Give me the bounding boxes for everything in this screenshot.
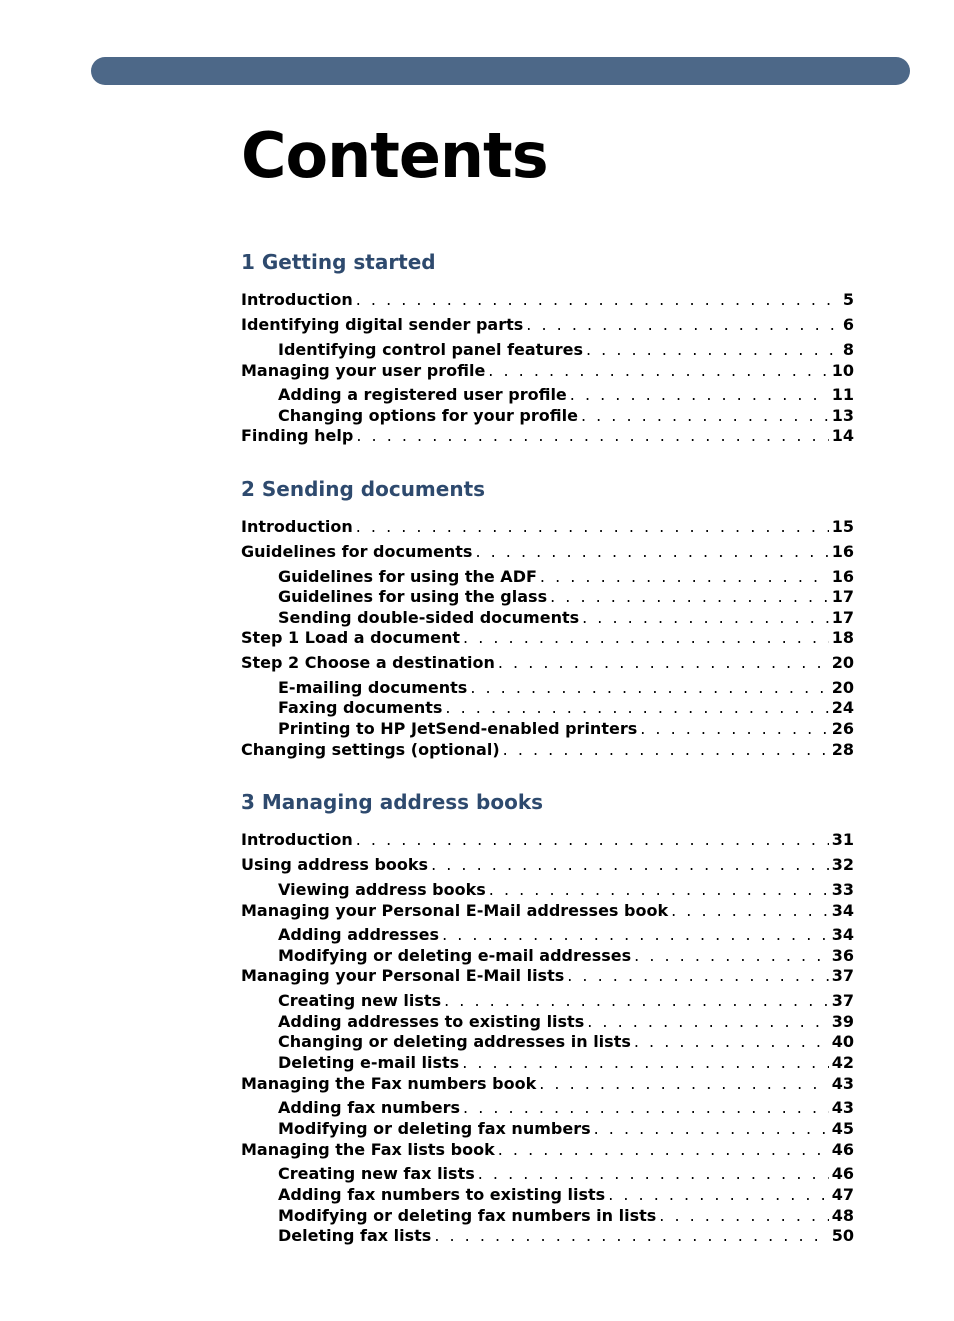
dot-leader <box>470 678 828 698</box>
toc-entry[interactable] <box>278 1053 854 1073</box>
dot-leader <box>587 1012 829 1032</box>
toc-entry-label: Sending double-sided documents <box>278 608 580 627</box>
toc-entry[interactable] <box>241 740 854 760</box>
dot-leader <box>581 406 829 426</box>
toc-page-number: 17 <box>831 608 854 627</box>
toc-entry-label: Introduction <box>241 517 353 536</box>
dot-leader <box>608 1185 829 1205</box>
toc-entry-label: Modifying or deleting e-mail addresses <box>278 946 632 965</box>
toc-entry-label: Managing your user profile <box>241 361 486 380</box>
toc-entry-label: Deleting e-mail lists <box>278 1053 460 1072</box>
toc-entry[interactable] <box>278 1206 854 1226</box>
toc-entry-label: Modifying or deleting fax numbers <box>278 1119 591 1138</box>
toc-entry[interactable] <box>278 1119 854 1139</box>
toc-page-number: 42 <box>831 1053 854 1072</box>
toc-page-number: 32 <box>831 855 854 874</box>
toc-page-number: 26 <box>831 719 854 738</box>
toc-page-number: 45 <box>831 1119 854 1138</box>
dot-leader <box>671 901 829 921</box>
toc-entry[interactable] <box>241 290 854 310</box>
dot-leader <box>478 1164 829 1184</box>
toc-entry[interactable] <box>241 966 854 986</box>
toc-page-number: 20 <box>831 678 854 697</box>
toc-entry[interactable] <box>241 901 854 921</box>
toc-page-number: 46 <box>831 1140 854 1159</box>
toc-entry[interactable] <box>278 991 854 1011</box>
toc-entry-label: Adding fax numbers <box>278 1098 461 1117</box>
toc-entry[interactable] <box>278 1098 854 1118</box>
toc-entry-label: Managing your Personal E-Mail lists <box>241 966 565 985</box>
dot-leader <box>498 1140 829 1160</box>
toc-entry-label: Printing to HP JetSend-enabled printers <box>278 719 638 738</box>
toc-page-number: 37 <box>831 991 854 1010</box>
toc-page-number: 33 <box>831 880 854 899</box>
toc-entry[interactable] <box>278 567 854 587</box>
toc-page-number: 47 <box>831 1185 854 1204</box>
toc-entry[interactable] <box>241 628 854 648</box>
toc-entry-label: Step 1 Load a document <box>241 628 461 647</box>
toc-page-number: 10 <box>831 361 854 380</box>
toc-entry-label: Adding addresses to existing lists <box>278 1012 585 1031</box>
section-heading: 1 Getting started <box>241 250 436 274</box>
toc-entry-label: Using address books <box>241 855 429 874</box>
toc-entry[interactable] <box>241 361 854 381</box>
dot-leader <box>540 567 829 587</box>
dot-leader <box>356 290 840 310</box>
dot-leader <box>475 542 828 562</box>
dot-leader <box>498 653 829 673</box>
dot-leader <box>634 946 829 966</box>
dot-leader <box>431 855 829 875</box>
toc-page-number: 40 <box>831 1032 854 1051</box>
toc-page-number: 50 <box>831 1226 854 1245</box>
toc-entry[interactable] <box>241 855 854 875</box>
toc-page-number: 20 <box>831 653 854 672</box>
page-title: Contents <box>241 119 548 192</box>
section-heading: 2 Sending documents <box>241 477 486 501</box>
toc-entry[interactable] <box>241 542 854 562</box>
dot-leader <box>434 1226 828 1246</box>
toc-page-number: 16 <box>831 567 854 586</box>
toc-page-number: 15 <box>831 517 854 536</box>
toc-entry[interactable] <box>278 385 854 405</box>
dot-leader <box>586 340 840 360</box>
toc-entry-label: Managing your Personal E-Mail addresses book <box>241 901 669 920</box>
toc-page-number: 34 <box>831 925 854 944</box>
toc-entry[interactable] <box>278 946 854 966</box>
dot-leader <box>570 385 829 405</box>
dot-leader <box>526 315 840 335</box>
toc-page-number: 14 <box>831 426 854 445</box>
dot-leader <box>659 1206 828 1226</box>
toc-page-number: 11 <box>831 385 854 404</box>
dot-leader <box>444 991 829 1011</box>
toc-page-number: 16 <box>831 542 854 561</box>
dot-leader <box>594 1119 829 1139</box>
toc-entry-label: Changing settings (optional) <box>241 740 500 759</box>
toc-entry[interactable] <box>278 678 854 698</box>
toc-entry-label: Modifying or deleting fax numbers in lists <box>278 1206 657 1225</box>
toc-entry[interactable] <box>278 1226 854 1246</box>
toc-page-number: 46 <box>831 1164 854 1183</box>
toc-entry-label: Introduction <box>241 830 353 849</box>
toc-page-number: 43 <box>831 1098 854 1117</box>
toc-entry-label: Managing the Fax numbers book <box>241 1074 537 1093</box>
dot-leader <box>634 1032 829 1052</box>
toc-page-number: 36 <box>831 946 854 965</box>
toc-entry-label: Identifying control panel features <box>278 340 583 359</box>
toc-entry[interactable] <box>241 830 854 850</box>
toc-entry-label: Creating new lists <box>278 991 442 1010</box>
toc-entry[interactable] <box>278 1164 854 1184</box>
dot-leader <box>445 698 828 718</box>
toc-entry-label: Identifying digital sender parts <box>241 315 524 334</box>
toc-entry-label: Adding fax numbers to existing lists <box>278 1185 606 1204</box>
toc-page-number: 37 <box>831 966 854 985</box>
toc-entry[interactable] <box>241 426 854 446</box>
toc-page-number: 34 <box>831 901 854 920</box>
toc-entry[interactable] <box>278 925 854 945</box>
toc-page-number: 17 <box>831 587 854 606</box>
dot-leader <box>462 1053 829 1073</box>
toc-entry-label: E-mailing documents <box>278 678 468 697</box>
toc-entry-label: Faxing documents <box>278 698 443 717</box>
dot-leader <box>503 740 829 760</box>
toc-entry-label: Deleting fax lists <box>278 1226 432 1245</box>
toc-page-number: 8 <box>842 340 854 359</box>
dot-leader <box>550 587 829 607</box>
toc-entry[interactable] <box>278 608 854 628</box>
dot-leader <box>489 880 829 900</box>
toc-entry[interactable] <box>278 1032 854 1052</box>
toc-entry[interactable] <box>278 880 854 900</box>
toc-entry-label: Viewing address books <box>278 880 486 899</box>
toc-entry[interactable] <box>278 587 854 607</box>
toc-page-number: 18 <box>831 628 854 647</box>
toc-page-number: 6 <box>842 315 854 334</box>
toc-entry-label: Adding a registered user profile <box>278 385 567 404</box>
section-heading: 3 Managing address books <box>241 790 544 814</box>
toc-entry[interactable] <box>278 1012 854 1032</box>
dot-leader <box>356 517 829 537</box>
toc-entry[interactable] <box>241 315 854 335</box>
toc-entry-label: Guidelines for using the ADF <box>278 567 537 586</box>
toc-page-number: 13 <box>831 406 854 425</box>
toc-entry-label: Managing the Fax lists book <box>241 1140 495 1159</box>
toc-entry[interactable] <box>241 1074 854 1094</box>
toc-entry[interactable] <box>278 340 854 360</box>
dot-leader <box>539 1074 829 1094</box>
toc-entry[interactable] <box>241 517 854 537</box>
dot-leader <box>567 966 828 986</box>
toc-page-number: 24 <box>831 698 854 717</box>
toc-entry-label: Creating new fax lists <box>278 1164 475 1183</box>
toc-entry-label: Guidelines for using the glass <box>278 587 548 606</box>
header-bar <box>91 57 910 85</box>
toc-page-number: 31 <box>831 830 854 849</box>
toc-entry[interactable] <box>278 719 854 739</box>
toc-entry[interactable] <box>278 698 854 718</box>
dot-leader <box>582 608 829 628</box>
toc-entry[interactable] <box>278 406 854 426</box>
toc-page-number: 43 <box>831 1074 854 1093</box>
toc-page-number: 28 <box>831 740 854 759</box>
toc-entry-label: Step 2 Choose a destination <box>241 653 495 672</box>
toc-page-number: 39 <box>831 1012 854 1031</box>
toc-entry-label: Changing options for your profile <box>278 406 578 425</box>
toc-entry[interactable] <box>241 653 854 673</box>
toc-entry-label: Guidelines for documents <box>241 542 473 561</box>
toc-page-number: 48 <box>831 1206 854 1225</box>
toc-entry-label: Introduction <box>241 290 353 309</box>
toc-entry[interactable] <box>278 1185 854 1205</box>
dot-leader <box>356 830 829 850</box>
toc-entry-label: Finding help <box>241 426 354 445</box>
dot-leader <box>488 361 828 381</box>
dot-leader <box>442 925 829 945</box>
dot-leader <box>463 628 829 648</box>
dot-leader <box>463 1098 829 1118</box>
toc-entry[interactable] <box>241 1140 854 1160</box>
toc-page-number: 5 <box>842 290 854 309</box>
dot-leader <box>356 426 828 446</box>
toc-entry-label: Changing or deleting addresses in lists <box>278 1032 631 1051</box>
dot-leader <box>640 719 829 739</box>
toc-entry-label: Adding addresses <box>278 925 440 944</box>
